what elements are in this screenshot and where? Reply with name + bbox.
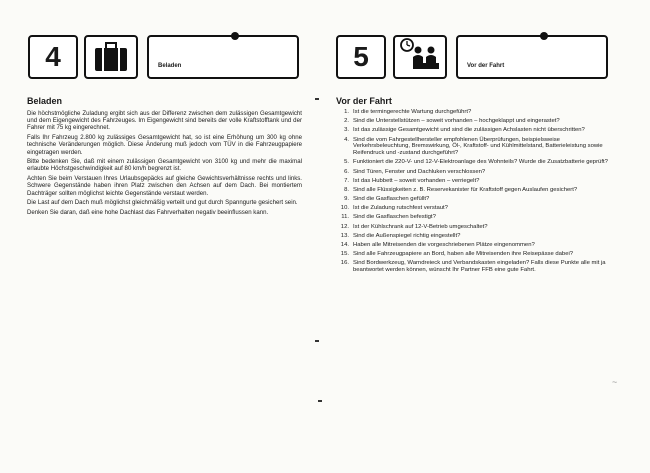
section-icon-box <box>393 35 447 79</box>
paragraph: Bitte bedenken Sie, daß mit einem zulässigen Gesamtgewicht von 3100 kg und mehr die maximal erlaubte Höchstgeschwindigkeit auf 80 km/h begrenzt ist. <box>27 158 302 173</box>
list-item: 11. Sind die Gasflaschen befestigt? <box>341 214 436 221</box>
section-number-4 <box>28 35 78 79</box>
suitcase-icon <box>86 37 136 77</box>
scan-speck: ~ <box>612 377 618 387</box>
list-item: 6. Sind Türen, Fenster und Dachluken verschlossen? <box>344 168 486 175</box>
list-item: 16. Sind Bordwerkzeug, Warndreieck und Verbandskasten eingeladen? Falls diese Punkte alle mit ja beantwortet werden können, wünscht Ihr Partner FFB eine gute Fahrt. <box>340 260 606 274</box>
list-item: 8. Sind alle Flüssigkeiten z. B. Reservekanister für Kraftstoff gegen Auslaufen gesichert? <box>344 186 578 193</box>
gutter-mark <box>315 98 319 100</box>
label-notch <box>231 32 239 40</box>
section-number-5 <box>336 35 386 79</box>
list-item: 14. Haben alle Mitreisenden die vorgeschriebenen Plätze eingenommen? <box>340 242 535 249</box>
label-notch <box>540 32 548 40</box>
page-title-beladen: Beladen <box>27 96 63 106</box>
paragraph: Denken Sie daran, daß eine hohe Dachlast das Fahrverhalten negativ beeinflussen kann. <box>27 208 269 216</box>
gutter-mark <box>318 400 322 402</box>
section-label: Beladen <box>158 63 182 69</box>
page-title-vor-der-fahrt: Vor der Fahrt <box>336 96 392 106</box>
section-label-box <box>147 35 299 79</box>
list-item: 2. Sind die Unterstellstützen – soweit vorhanden – hochgeklappt und eingerastet? <box>344 118 560 125</box>
beladen-body <box>27 110 302 219</box>
people-with-clock-icon <box>395 37 445 77</box>
list-item: 9. Sind die Gasflaschen gefüllt? <box>344 196 430 203</box>
list-item: 12. Ist der Kühlschrank auf 12-V-Betrieb umgeschaltet? <box>340 223 488 230</box>
gutter-mark <box>315 340 319 342</box>
section-icon-box <box>84 35 138 79</box>
list-item: 13. Sind die Außenspiegel richtig eingestellt? <box>340 232 461 239</box>
list-item: 10. Ist die Zuladung rutschfest verstaut? <box>340 205 448 212</box>
list-item: 4. Sind die vom Fahrgestellhersteller empfohlenen Überprüfungen, beispielsweise Verkehrsbeleuchtung, Bremswirkung, Öl-, Kraftstoff- und Kühlmittelstand, Batterieleistung sowie Reifendruck und -zustand durchgeführt? <box>344 136 603 157</box>
list-item: 7. Ist das Hubbett – soweit vorhanden – verriegelt? <box>344 177 480 184</box>
list-item: 3. Ist das zulässige Gesamtgewicht und sind die zulässigen Achslasten nicht überschritten? <box>344 127 585 134</box>
section-number: 4 <box>45 41 61 72</box>
section-number: 5 <box>353 41 369 72</box>
paragraph: Die Last auf dem Dach muß möglichst gleichmäßig verteilt und gut durch Spanngurte gesichert sein. <box>27 199 298 207</box>
section-label-box <box>456 35 608 79</box>
paragraph: Achten Sie beim Verstauen Ihres Urlaubsgepäcks auf gleiche Gewichtsverhältnisse rechts und links. Schwere Gegenstände haben ihren Platz zwischen den Achsen auf dem Dach. Bei montiertem Dachträger sollten möglichst leichte Gegenstände verstaut werden. <box>27 175 302 197</box>
checklist <box>337 109 613 276</box>
paragraph: Falls Ihr Fahrzeug 2.800 kg zulässiges Gesamtgewicht hat, so ist eine Erhöhung um 300 kg ohne technische Veränderungen möglich. Diese Änderung muß jedoch vom TÜV in die Fahrzeugpapiere eingetragen werden. <box>27 134 302 156</box>
list-item: 5. Funktioniert die 220-V- und 12-V-Elektroanlage des Wohnteils? Wurde die Zusatzbatterie geprüft? <box>344 159 608 166</box>
list-item: 15. Sind alle Fahrzeugpapiere an Bord, haben alle Mitreisenden ihre Reisepässe dabei? <box>340 251 574 258</box>
section-label: Vor der Fahrt <box>467 63 505 69</box>
paragraph: Die höchstmögliche Zuladung ergibt sich aus der Differenz zwischen dem zulässigen Gesamtgewicht und dem Eigengewicht des Fahrzeuges. Im Eigengewicht sind bereits der volle Kraftstofftank und der Fahrer mit 75 kg eingerechnet. <box>27 110 302 132</box>
list-item: 1. Ist die termingerechte Wartung durchgeführt? <box>344 109 472 115</box>
